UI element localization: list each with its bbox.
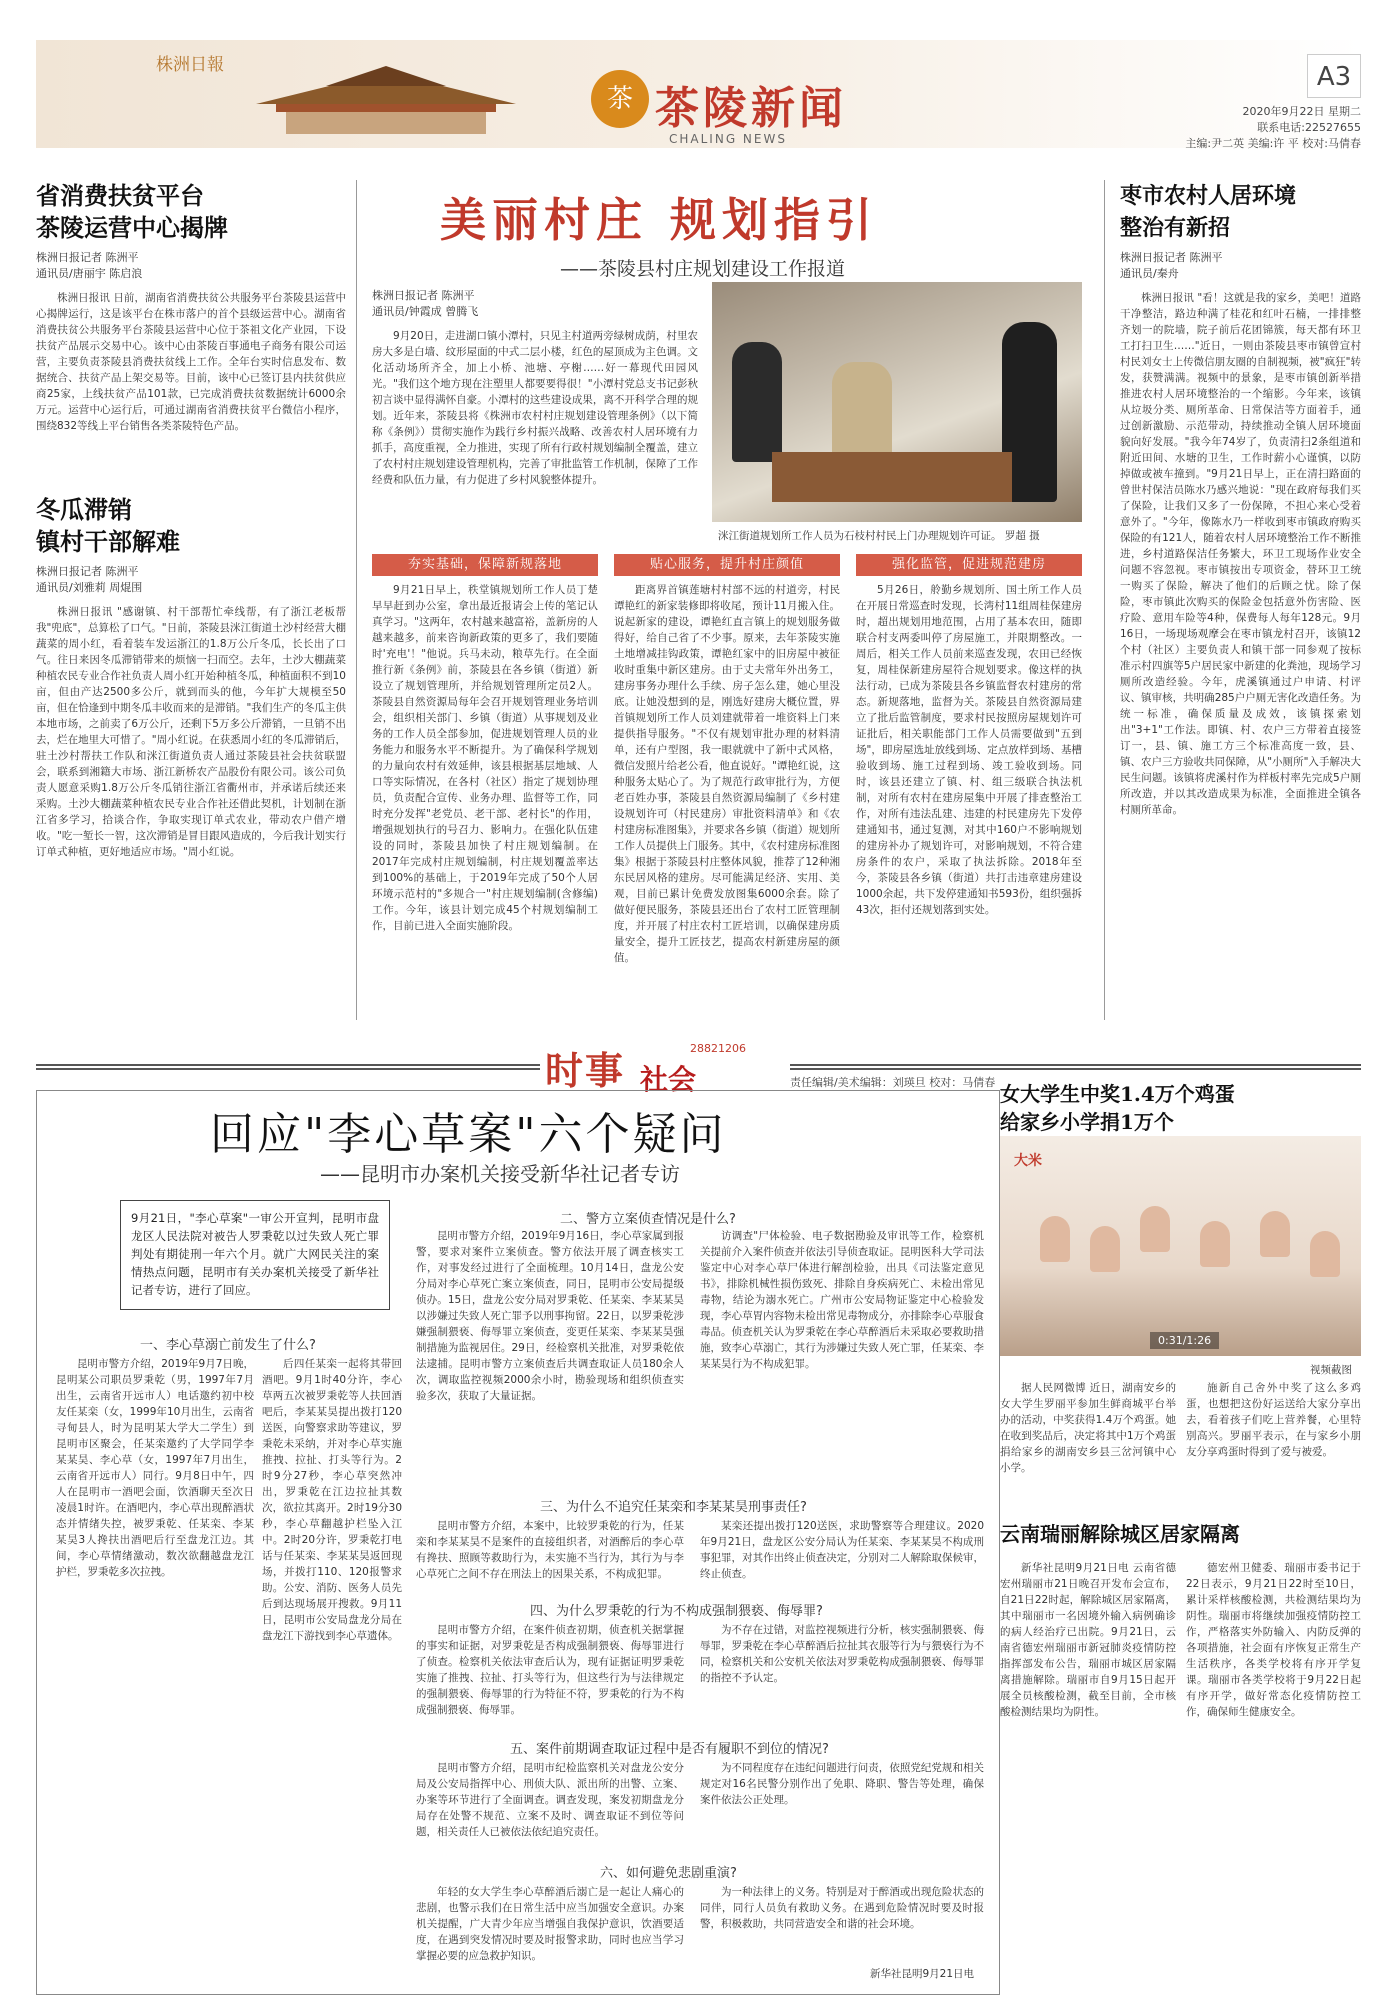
article-body: 昆明市警方介绍，2019年9月7日晚，昆明某公司职员罗秉乾（男，1997年7月出生，云南省开远市人）电话邀约初中校友任某栾（女，1999年10月出生，云南省寻甸县人，时为昆明某大学大二学生）到昆明市区聚会，任某栾邀约了大学同学李某某昊、李心草（女，1997年7月出生，云南省开远市人）同行。9月8日中午，四人在昆明市一酒吧会面，饮酒聊天至次日凌晨1时许。在酒吧内，李心草出现醉酒状态并情绪失控，被罗秉乾、任某栾、李某某昊3人搀扶出酒吧后行至盘龙江边。其间，李心草情绪激动，数次欲翻越盘龙江护栏，罗秉乾多次拉拽。 [56,1358,254,1578]
newspaper-logo: 株洲日報 [156,55,224,75]
article-body: 株洲日报讯 "看！这就是我的家乡，美吧！道路干净整洁，路边种满了桂花和红叶石楠，一排排整齐划一的院墙，院子前后花团锦簇，每天都有环卫工打扫卫生……"近日，一则由茶陵县枣市镇曾宣村村民刘女士上传微信朋友圈的自制视频，被"疯狂"转发，获赞满满。视频中的景象，是枣市镇创新举措推进农村人居环境整治的一个缩影。今年来，该镇从垃圾分类、厕所革命、日常保洁等方面着手，通过创新激励、示范带动，持续推动全镇人居环境面貌向好发展。"我今年74岁了，负责清扫2条组道和附近田间、水塘的卫生，工作时薪小心谨慎，以防掉做或被车撞到。"9月21日早上，正在清扫路面的曾世村保洁员陈水乃感兴地说："现在政府每我们买了保险，让我们又多了一份保障，不担心来心受着意外了。"今年，像陈水乃一样收到枣市镇政府购买保险的有121人，随着农村人居环境整治工作不断推进，乡村道路保洁任务繁大，环卫工现场作业安全问题不容忽视。枣市镇按出专项资金，替环卫工统一购买了保险，解决了他们的后顾之忧。除了保险，枣市镇此次购买的保险金包括意外伤害险、医疗险、意用车险等4种，保费每人每年128元。9月16日，一场现场观摩会在枣市镇龙村召开，该镇12个村（社区）主要负责人和镇干部一同参观了按标准示村四旗等5户居民家中新建的化粪池，现场学习厕所改造经验。今年，虎溪镇通过户申请、村评议、镇审核，共明确285户户厕无害化改造任务。为统一标准，确保质量及成效，该镇探索划出"3+1"工作法。即镇、村、农户三方带着直接签订一，县、镇、施工方三个标准高度一致，县、镇、农户三方验收共同保障，从"小厕所"入手解决大民生问题。该镇将虎溪村作为样板村率先完成5户厕所改造，并以其改造成果为标准，全面推进全镇各村厕所革命。 [1120,292,1361,816]
byline-line: 通讯员/刘雅莉 周焜围 [36,581,143,594]
feature-headline: 回应"李心草案"六个疑问 [210,1109,727,1160]
section-editors: 责任编辑/美术编辑：刘瑛旦 校对：马倩春 [790,1076,996,1089]
main-subhead: ——茶陵县村庄规划建设工作报道 [560,258,846,280]
article-body: 昆明市警方介绍，昆明市纪检监察机关对盘龙公安分局及公安局指挥中心、刑侦大队、派出所的出警、立案、办案等环节进行了全面调查。调查发现，案发初期盘龙分局存在处警不规范、立案不及时、调查取证不到位等问题，相关责任人已被依法依纪追究责任。 [416,1762,684,1838]
byline [372,288,698,320]
article-body: 某栾还提出拨打120送医，求助警察等合理建议。2020年9月21日，盘龙区公安分局认为任某栾、李某某昊不构成刑事犯罪，对其作出终止侦查决定，分别对二人解除取保候审，终止侦查。 [700,1520,984,1580]
question-heading: 四、为什么罗秉乾的行为不构成强制猥亵、侮辱罪? [530,1604,823,1619]
feature-subhead: ——昆明市办案机关接受新华社记者专访 [320,1162,680,1186]
masthead [36,40,1361,148]
title-line: 枣市农村人居环境 [1120,183,1297,209]
column-divider [1104,180,1105,1020]
video-screenshot [1000,1136,1361,1356]
article-title [1120,180,1361,244]
article-body: 访调查"尸体检验、电子数据勘验及审讯等工作，检察机关提前介入案件侦查并依法引导侦查取证。昆明医科大学司法鉴定中心对李心草尸体进行解剖检验，出具《司法鉴定意见书》，排除机械性损伤致死、排除自身疾病死亡、未检出常见毒物，结论为溺水死亡。广州市公安局物证鉴定中心检验发现，李心草胃内容物未检出常见毒物成分，亦排除李心草服食毒品。侦查机关认为罗秉乾在李心草醉酒后未采取必要救助措施，致李心草溺亡，其行为涉嫌过失致人死亡罪，任某栾、李某某昊行为不构成犯罪。 [700,1230,984,1370]
article-body: 后四任某栾一起将其带回酒吧。9月1时40分许，李心草两五次被罗秉乾等人扶回酒吧后，李某某昊提出拨打120送医，向警察求助等建议，罗秉乾未采纳，并对李心草实施推拽、拉扯、打头等行为。2时9分27秒，李心草突然冲出，罗秉乾在江边拉扯其数次，欲拉其离开。2时19分30秒，李心草翻越护栏坠入江中。2时20分许，罗秉乾打电话与任某栾、李某某昊返回现场，并拨打110、120报警求助。公安、消防、医务人员先后到达现场展开搜救。9月11日，昆明市公安局盘龙分局在盘龙江下游找到李心草遗体。 [262,1358,402,1642]
section-title-secondary: 社会 [640,1063,697,1096]
article-title [1000,1080,1361,1136]
question-heading: 六、如何避免悲剧重演? [600,1866,737,1881]
photo-figure [1310,1231,1340,1277]
byline-line: 通讯员/秦舟 [1120,267,1179,280]
byline-line: 株洲日报记者 陈洲平 [36,251,139,264]
title-line: 茶陵运营中心揭牌 [36,213,228,242]
article-body: 昆明市警方介绍，本案中，比较罗秉乾的行为，任某栾和李某某昊不是案件的直接组织者，对酒醉后的李心草有搀扶、照顾等救助行为，未实施不当行为，其行为与李心草死亡之间不存在刑法上的因果关系，不构成犯罪。 [416,1520,684,1580]
article-body: 昆明市警方介绍，2019年9月16日，李心草家属到报警，要求对案件立案侦查。警方依法开展了调查核实工作，对事发经过进行了全面梳理。10月14日，盘龙公安分局对李心草死亡案立案侦查，同日，昆明市公安局提级侦办。15日，盘龙公安分局对罗秉乾、任某栾、李某某昊以涉嫌过失致人死亡罪予以刑事拘留。22日，以罗秉乾涉嫌强制猥亵、侮辱罪立案侦查，变更任某栾、李某某昊强制措施为监视居住。29日，经检察机关批准，对罗秉乾依法逮捕。昆明市警方立案侦查后共调查取证人员180余人次，调取监控视频2000余小时，勘验现场和组织侦查实验多次，获取了大量证据。 [416,1230,684,1402]
article-body: 株洲日报讯 "感谢镇、村干部帮忙牵线帮，有了浙江老板帮我"兜底"，总算松了口气。"日前，茶陵县洣江街道土沙村经营大棚蔬菜的周小红，看着装车发运浙江的1.8万公斤冬瓜，长长出了口气。往日来因冬瓜滞销带来的烦恼一扫而空。去年，土沙大棚蔬菜种植农民专业合作社负责人周小红开始种植冬瓜，种植面积不到10亩，但由产达2500多公斤，就到而头的他，今年扩大规模至50亩，但在恰逢到中期冬瓜丰收而来的是滞销。"我们生产的冬瓜主供本地市场，之前卖了6万公斤，还剩下5万多公斤滞销，一旦销不出去，烂在地里大可惜了。"周小红说。在获悉周小红的冬瓜滞销后，驻土沙村帮扶工作队和洣江街道负责人通过茶陵县社会扶贫联盟会，联系到湘籍大市场、浙江新桥农产品股份有限公司。该公司负责人愿意采购1.8万公斤冬瓜销往浙江省衢州市，并承诺后续还来采购。土沙大棚蔬菜种植农民专业合作社还借此契机，计划制在浙江省多学习，拾谈合作，争取实现订单式农业，带动农户借产增收。"吃一堑长一智，这次滞销是冒目跟风造成的，今后我计划实行订单式种植，更好地适应市场。"周小红说。 [36,606,346,858]
section-banner: 强化监管，促进规范建房 [856,554,1082,576]
article-body: 9月21日早上，秩堂镇规划所工作人员丁楚早早赶到办公室，拿出最近报请会上传的笔记认真学习。"这两年，农村越来越富裕，盖新房的人越来越多，前来咨询新政策的更多了，我们要随时'充电'！"他说。兵马未动，粮草先行。在全面推行新《条例》前，茶陵县在各乡镇（街道）新设立了规划管理所，并给规划管理所定员2人。茶陵县自然资源局每年会召开规划管理业务培训会，组织相关部门、乡镇（街道）从事规划及业务的工作人员全部参加，促进规划管理人员的业务能力和服务水平不断提升。为了确保科学规划的力量向农村有效延伸，该县根据基层地域、人口等实际情况，在各村（社区）指定了规划协理员，负责配合宣传、业务办理、监督等工作，同时充分发挥"老党员、老干部、老村长"的作用，增强规划执行的号召力、影响力。在强化队伍建设的同时，茶陵县加快了村庄规划编制。在2017年完成村庄规划编制，村庄规划覆盖率达到100%的基础上，于2019年完成了50个人居环境示范村的"多规合一"村庄规划编制(含修编)工作。今年，该县计划完成45个村规划编制工作，目前已进入全面实施阶段。 [372,584,598,932]
section-title: 时事 [545,1048,626,1093]
question-heading: 一、李心草溺亡前发生了什么? [140,1338,316,1353]
byline-line: 通讯员/钟霞成 曾腾飞 [372,305,479,318]
masthead-meta [1185,104,1361,152]
byline [36,564,346,596]
photo-figure [1200,1221,1230,1267]
pavilion-illustration-icon [236,64,536,134]
editors-credit: 主编:尹二英 美编:许 平 校对:马倩春 [1185,137,1361,150]
brand-subtitle: CHALING NEWS [669,132,787,146]
brand-title: 茶陵新闻 [655,83,847,134]
title-line: 给家乡小学捐1万个 [1000,1110,1174,1134]
byline [36,250,346,282]
main-headline: 美丽村庄 规划指引 [440,193,879,247]
title-line: 整治有新招 [1120,215,1231,241]
article-body: 9月20日，走进湖口镇小潭村，只见主村道两旁绿树成荫，村里农房大多是白墙、纹形屋面的中式二层小楼，红色的屋顶成为主色调。文化活动场所齐全，加上小桥、池塘、亭榭……好一幕现代田园风光。"我们这个地方现在注塑里人都要要得很！"小潭村党总支书记彭秋初言谈中显得满怀自豪。小潭村的这些建设成果，离不开科学合理的规划。近年来，茶陵县将《株洲市农村村庄规划建设管理条例》（以下简称《条例》）贯彻实施作为践行乡村振兴战略、改善农村人居环境有力抓手，高度重视，全力推进，实现了所有行政村规划编制全覆盖，建立了农村村庄规划建设管理机构，完善了审批监管工作机制，保障了工作经费和队伍力量，有力促进了乡村风貌整体提升。 [372,330,698,486]
byline-line: 株洲日报记者 陈洲平 [372,289,475,302]
article-body: 为不存在过错，对监控视频进行分析，核实强制猥亵、侮辱罪，罗秉乾在李心草醉酒后拉扯其衣服等行为与猥亵行为不同，检察机关和公安机关依法对罗秉乾构成强制猥亵、侮辱罪的指控不予认定。 [700,1624,984,1684]
center-intro [372,288,698,504]
article-body: 德宏州卫健委、瑞丽市委书记于22日表示，9月21日22时至10日，累计采样核酸检测，共检测结果均为阴性。瑞丽市将继续加强疫情防控工作，严格落实外防输入、内防反弹的各项措施，社会面有序恢复正常生产生活秩序，各类学校将有序开学复课。瑞丽市各类学校将于9月22日起有序开学，做好常态化疫情防控工作，确保师生健康安全。 [1186,1562,1361,1718]
byline-line: 通讯员/唐丽宇 陈启浪 [36,267,143,280]
dateline: 新华社昆明9月21日电 [870,1968,975,1980]
title-line: 镇村干部解难 [36,527,180,556]
page-number: A3 [1307,54,1361,98]
question-heading: 二、警方立案侦查情况是什么? [560,1212,736,1227]
section-hotline: 28821206 [690,1042,746,1055]
photo-figure [732,342,782,462]
question-heading: 五、案件前期调查取证过程中是否有履职不到位的情况? [510,1742,829,1757]
photo-figure [832,362,892,462]
section-banner: 贴心服务，提升村庄颜值 [614,554,840,576]
byline-line: 株洲日报记者 陈洲平 [36,565,139,578]
byline-line: 株洲日报记者 陈洲平 [1120,251,1223,264]
feature-intro-box: 9月21日，"李心草案"一审公开宣判，昆明市盘龙区人民法院对被告人罗秉乾以过失致人死亡罪判处有期徒刑一年六个月。就广大网民关注的案情热点问题，昆明市有关办案机关接受了新华社记者专访，进行了回应。 [120,1200,390,1310]
article-body: 为不同程度存在违纪问题进行问责，依照党纪党规和相关规定对16名民警分别作出了免职、降职、警告等处理，确保案件依法公正处理。 [700,1762,984,1806]
article-body: 株洲日报讯 日前，湖南省消费扶贫公共服务平台茶陵县运营中心揭牌运行，这是该平台在株市落户的首个县级运营中心。湖南省消费扶贫公共服务平台茶陵县运营中心位于茶祖文化产业园，下设扶贫产品展示交易中心。该中心由茶陵百事通电子商务有限公司运营，主要负责茶陵县消费扶贫线上工作。全年台实时信息发布、数据统合、扶贫产品上架交易等。目前，该中心已签订县内扶贫供应商25家，上线扶贫产品101款，已完成消费扶贫数据统计6000余万元。运营中心运行后，可通过湖南省消费扶贫平台微信小程序，围绕832等线上平台销售各类茶陵特色产品。 [36,292,346,432]
article-body: 年轻的女大学生李心草醉酒后溺亡是一起让人痛心的悲剧，也警示我们在日常生活中应当加强安全意识。办案机关提醒，广大青少年应当增强自我保护意识，饮酒要适度，在遇到突发情况时要及时报警求助，同时也应当学习掌握必要的应急救护知识。 [416,1886,684,1962]
article-title [36,494,346,558]
issue-date: 2020年9月22日 星期二 [1242,105,1361,118]
photo-figure [1260,1211,1290,1257]
article-body: 5月26日，舲勤乡规划所、国土所工作人员在开展日常巡查时发现，长湾村11组周桂保建房时，超出规划用地范围，占用了基本农田，随即联合村支两委叫停了房屋施工，并限期整改。一周后，相关工作人员前来巡查发现，农田已经恢复，周桂保新建房屋符合规划要求。像这样的执法行动，已成为茶陵县各乡镇监督农村建房的常态。新规落地，监督为关。茶陵县自然资源局建立了批后监管制度，要求村民按照房屋规划许可证批后，相关职能部门工作人员需要做到"五到场"，即房屋选址放线到场、定点放样到场、基槽验收到场、施工过程到场、竣工验收到场。同时，该县还建立了镇、村、组三级联合执法机制，对所有农村在建房屋集中开展了排查整治工作，对所有违法乱建、违建的村民建房先下发停建通知书，通过复测，对其中160户不影响规划的建房补办了规划许可，对影响规划，不符合建房条件的农户，采取了执法拆除。2018年至今，茶陵县各乡镇（街道）共打击违章建房建设1000余起，共下发停建通知书593份，组织强拆43次，拒付还规划落到实处。 [856,584,1082,916]
article-title [36,180,346,244]
article-body: 新华社昆明9月21日电 云南省德宏州瑞丽市21日晚召开发布会宣布，自21日22时起，解除城区居家隔离，其中瑞丽市一名因境外输入病例确诊的病人经治疗已出院。9月21日，云南省德宏州瑞丽市新冠肺炎疫情防控指挥部发布公告，瑞丽市城区居家隔离措施解除。瑞丽市自9月15日起开展全员核酸检测，截至目前，全市核酸检测结果均为阴性。 [1000,1562,1176,1718]
contact-phone: 联系电话:22527655 [1257,121,1361,134]
right-bottom-column [1000,1080,1361,1136]
section-banner: 夯实基础，保障新规落地 [372,554,598,576]
photo-figure [1040,1216,1070,1262]
article-body: 据人民网微博 近日，湖南安乡的女大学生罗丽平参加生鲜商城平台举办的活动，中奖获得1.4万个鸡蛋。她在收到奖品后，决定将其中1万个鸡蛋捐给家乡的湖南安乡县三岔河镇中心小学。 [1000,1382,1176,1474]
column-divider [356,180,357,1020]
left-column [36,180,346,1090]
news-photo [712,282,1082,522]
photo-table [772,452,1012,502]
article-body: 距离界首镇莲塘村村部不远的村道旁，村民谭艳红的新家装修即将收尾，预计11月搬入住。说起新家的建设，谭艳红直言镇上的规划服务做得好，给自己省了不少事。原来，去年茶陵实施土地增减挂钩政策，谭艳红家中的旧房屋中被征收时重集中新区建房。由于丈夫常年外出务工，建房事务办理什么手续、房子怎么建，她心里没底。让她没想到的是，刚选好建房大概位置，界首镇规划所工作人员刘建就带着一堆资料上门来提供指导服务。"不仅有规划审批办理的材料清单，还有户型图，我一眼就就中了新中式风格，微信发照片给老公看，他直说好。"谭艳红说，这种服务太贴心了。为了规范行政审批行为，方便老百姓办事，茶陵县自然资源局编制了《乡村建设规划许可（村民建房）审批资料清单》和《农村建房标准图集》，并要求各乡镇（街道）规划所工作人员提供上门服务。其中，《农村建房标准图集》根据于茶陵县村庄整体风貌，推荐了12种湘东民居风格的建房。尽可能满足经济、实用、美观，目前已累计免费发放图集6000余套。除了做好便民服务，茶陵县还出台了农村工匠管理制度，并开展了村庄农村工匠培训，以确保建房质量安全，提升工匠技艺，提高农村新建房屋的颜值。 [614,584,840,964]
photo-caption: 洣江街道规划所工作人员为石枝村村民上门办理规划许可证。 罗超 摄 [718,530,1040,542]
photo-figure [1140,1206,1170,1252]
brand [591,68,1011,148]
title-line: 冬瓜滞销 [36,495,132,524]
title-line: 女大学生中奖1.4万个鸡蛋 [1000,1082,1235,1106]
question-heading: 三、为什么不追究任某栾和李某某昊刑事责任? [540,1500,807,1515]
brand-emblem-icon: 茶 [591,70,649,128]
article-body: 为一种法律上的义务。特别是对于醉酒或出现危险状态的同伴，同行人员负有救助义务。在遇到危险情况时要及时报警，积极救助，共同营造安全和谐的社会环境。 [700,1886,984,1930]
photo-figure [1090,1226,1120,1272]
right-column [1120,180,1361,998]
title-line: 省消费扶贫平台 [36,181,204,210]
byline [1120,250,1361,282]
photo-caption: 视频截图 [1310,1364,1352,1376]
article-title: 云南瑞丽解除城区居家隔离 [1000,1522,1240,1546]
article-body: 施新自己舍外中奖了这么多鸡蛋，也想把这份好运送给大家分享出去，看着孩子们吃上营养餐，心里特别高兴。罗丽平表示，在与家乡小朋友分享鸡蛋时得到了爱与被爱。 [1186,1382,1361,1458]
article-body: 昆明市警方介绍，在案件侦查初期，侦查机关据掌握的事实和证据，对罗秉乾是否构成强制猥亵、侮辱罪进行了侦查。检察机关依法审查后认为，现有证据证明罗秉乾实施了推拽、拉扯、打头等行为，但这些行为与法律规定的强制猥亵、侮辱罪的行为特征不符，罗秉乾的行为不构成强制猥亵、侮辱罪。 [416,1624,684,1716]
video-timestamp: 0:31/1:26 [1150,1332,1219,1349]
video-watermark: 大米 [1014,1153,1042,1169]
